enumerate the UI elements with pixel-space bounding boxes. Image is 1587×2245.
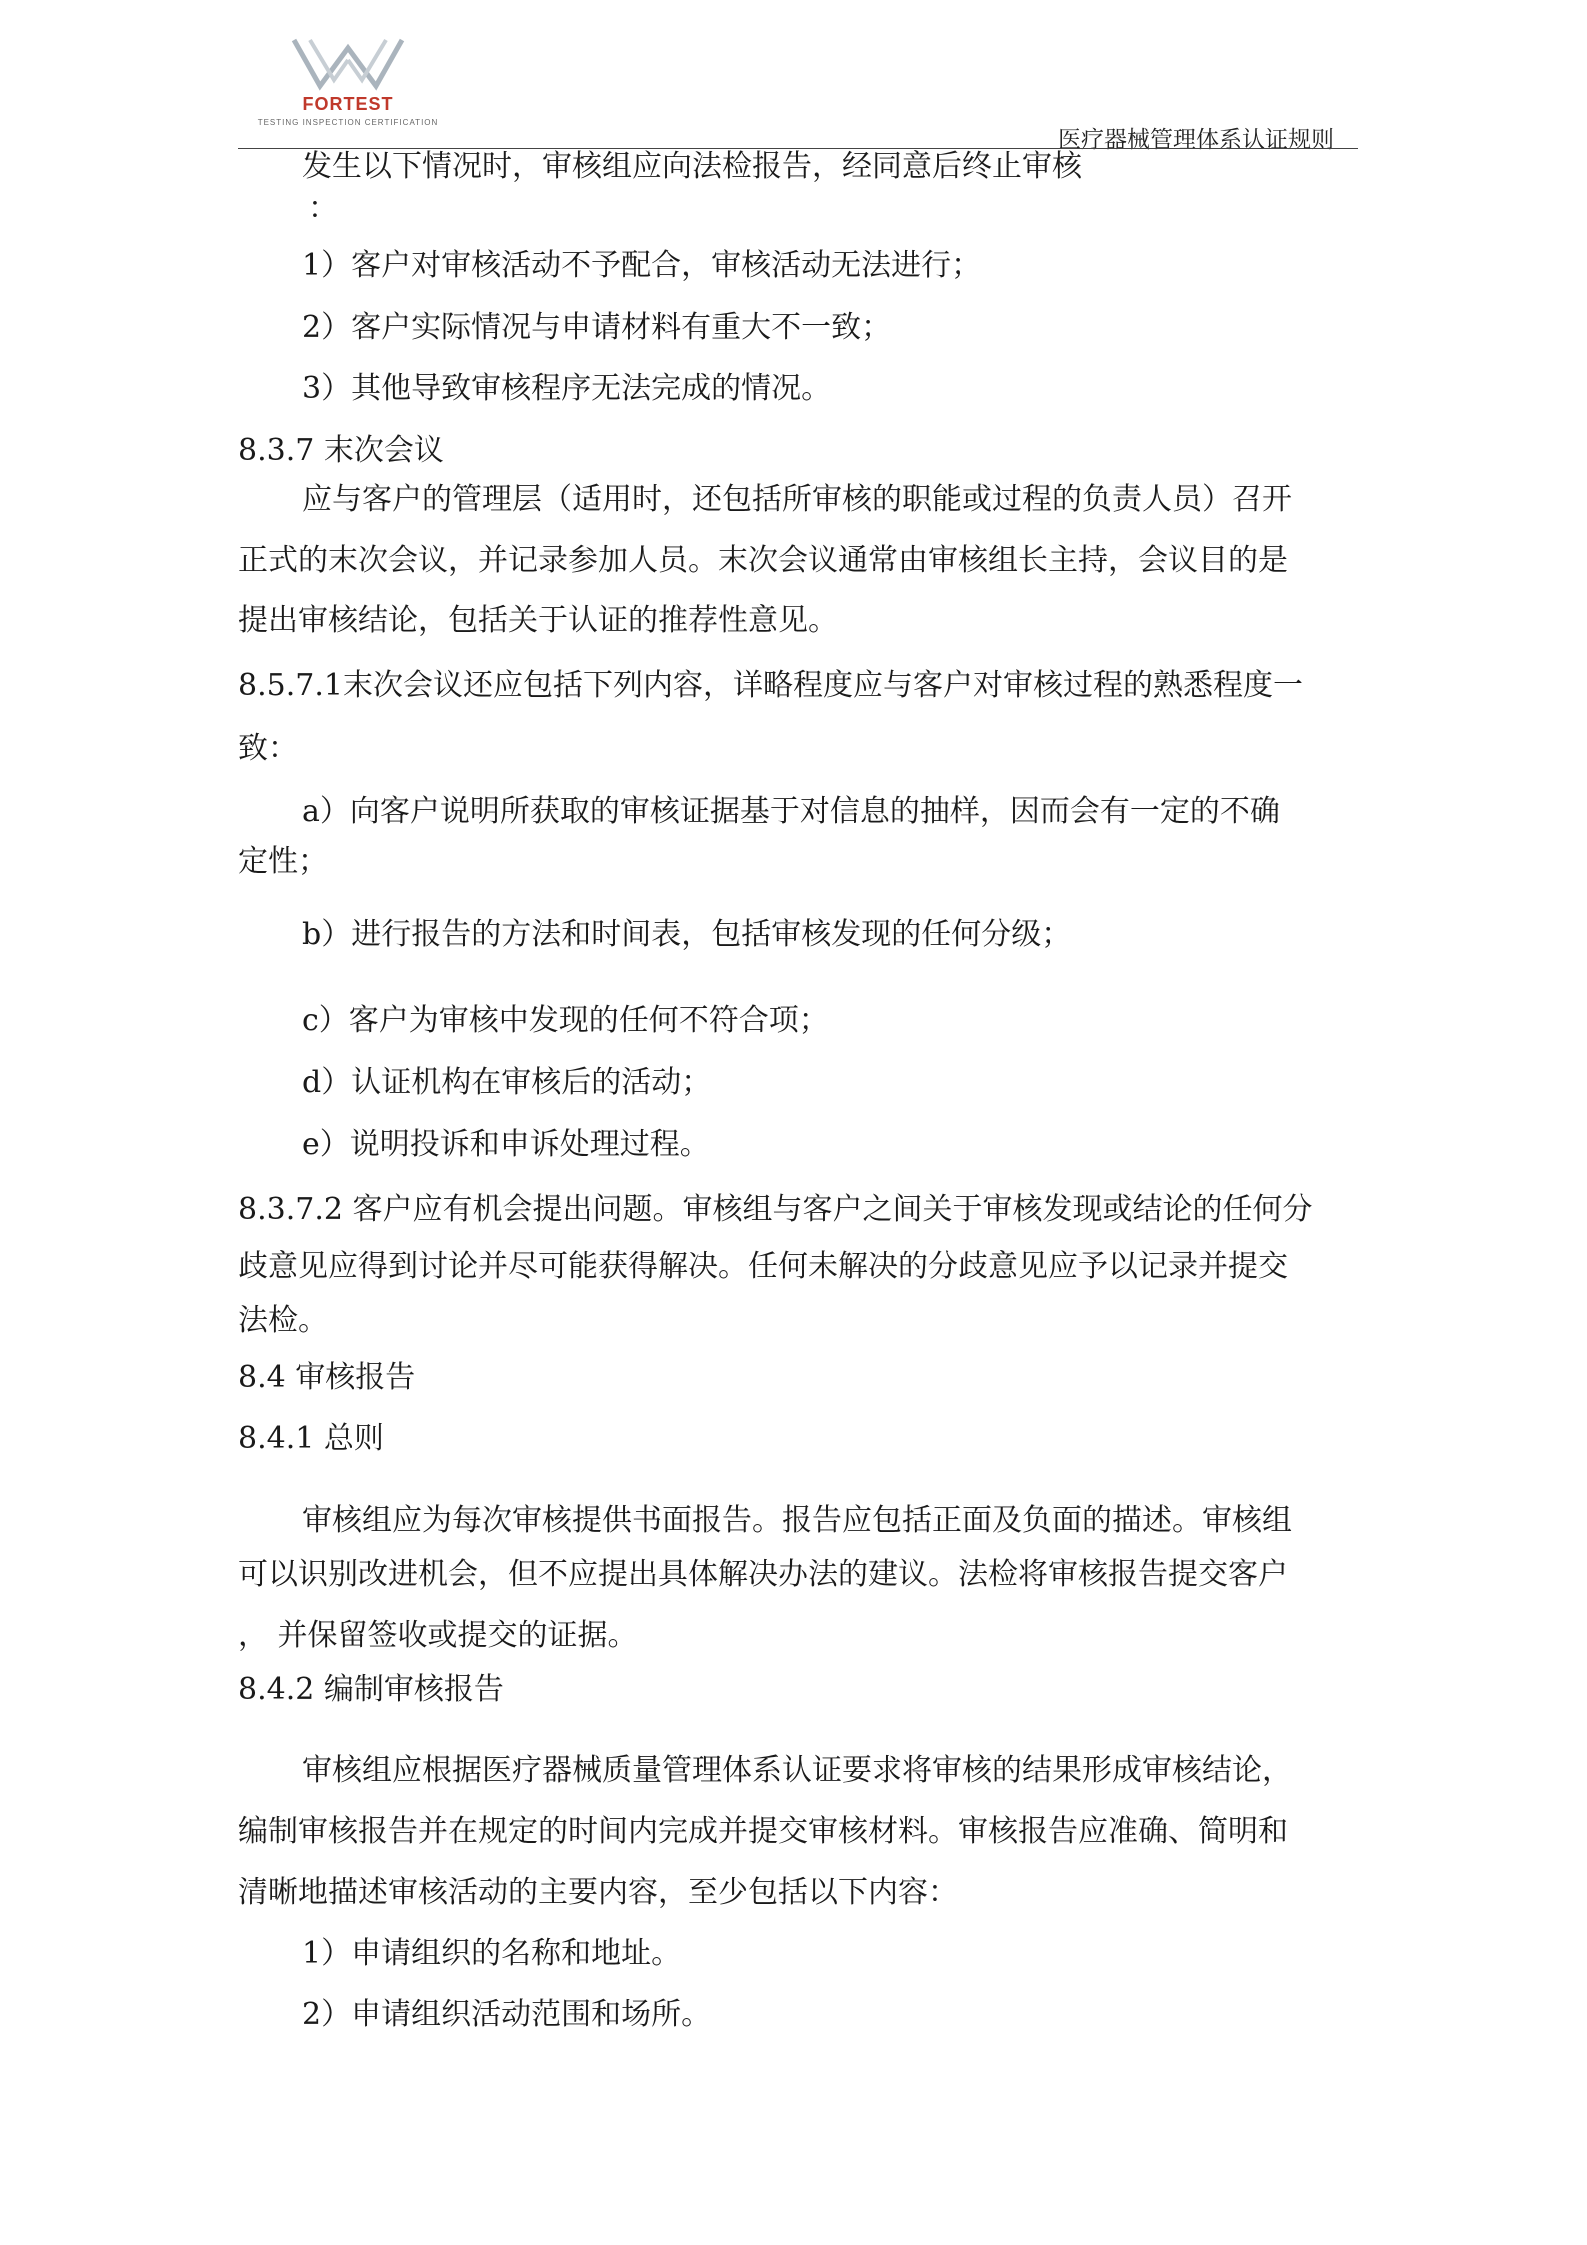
paragraph-line: 可以识别改进机会，但不应提出具体解决办法的建议。法检将审核报告提交客户	[238, 1557, 1288, 1592]
list-item: 1）客户对审核活动不予配合，审核活动无法进行；	[302, 248, 982, 283]
section-heading: 8.4.1 总则	[238, 1421, 384, 1456]
paragraph-line: 提出审核结论，包括关于认证的推荐性意见。	[238, 603, 838, 638]
list-item: 2）申请组织活动范围和场所。	[302, 1997, 712, 2032]
company-logo	[238, 36, 458, 136]
paragraph-line: 8.5.7.1末次会议还应包括下列内容，详略程度应与客户对审核过程的熟悉程度一	[238, 668, 1303, 703]
logo-name: FORTEST	[302, 94, 394, 114]
paragraph-line: 发生以下情况时，审核组应向法检报告，经同意后终止审核	[302, 149, 1082, 184]
list-item: d）认证机构在审核后的活动；	[302, 1065, 712, 1100]
paragraph-line: ， 并保留签收或提交的证据。	[238, 1618, 638, 1653]
logo-tagline: TESTING INSPECTION CERTIFICATION	[257, 118, 439, 127]
list-item: a）向客户说明所获取的审核证据基于对信息的抽样，因而会有一定的不确	[302, 794, 1280, 829]
paragraph-line: 审核组应为每次审核提供书面报告。报告应包括正面及负面的描述。审核组	[302, 1503, 1292, 1538]
paragraph-line: 清晰地描述审核活动的主要内容，至少包括以下内容：	[238, 1875, 958, 1910]
paragraph-line: 8.3.7.2 客户应有机会提出问题。审核组与客户之间关于审核发现或结论的任何分	[238, 1192, 1313, 1227]
list-item: 1）申请组织的名称和地址。	[302, 1936, 682, 1971]
list-item: e）说明投诉和申诉处理过程。	[302, 1127, 710, 1162]
list-item: 3）其他导致审核程序无法完成的情况。	[302, 371, 832, 406]
list-item: c）客户为审核中发现的任何不符合项；	[302, 1003, 829, 1038]
document-title: 医疗器械管理体系认证规则	[1058, 127, 1334, 153]
list-item: b）进行报告的方法和时间表，包括审核发现的任何分级；	[302, 917, 1072, 952]
paragraph-line: 致：	[238, 731, 298, 766]
logo-w-mark-icon	[290, 36, 406, 92]
paragraph-line: 正式的末次会议，并记录参加人员。末次会议通常由审核组长主持，会议目的是	[238, 543, 1288, 578]
paragraph-line: 应与客户的管理层（适用时，还包括所审核的职能或过程的负责人员）召开	[302, 482, 1292, 517]
section-heading: 8.3.7 末次会议	[238, 433, 444, 468]
section-heading: 8.4 审核报告	[238, 1360, 416, 1395]
section-heading: 8.4.2 编制审核报告	[238, 1672, 504, 1707]
paragraph-line: 编制审核报告并在规定的时间内完成并提交审核材料。审核报告应准确、简明和	[238, 1814, 1288, 1849]
paragraph-line: 定性；	[238, 844, 328, 879]
paragraph-line: 审核组应根据医疗器械质量管理体系认证要求将审核的结果形成审核结论，	[302, 1753, 1292, 1788]
paragraph-line: 歧意见应得到讨论并尽可能获得解决。任何未解决的分歧意见应予以记录并提交	[238, 1249, 1288, 1284]
paragraph-line: 法检。	[238, 1303, 328, 1338]
list-item: 2）客户实际情况与申请材料有重大不一致；	[302, 310, 892, 345]
paragraph-line: ：	[308, 191, 338, 226]
